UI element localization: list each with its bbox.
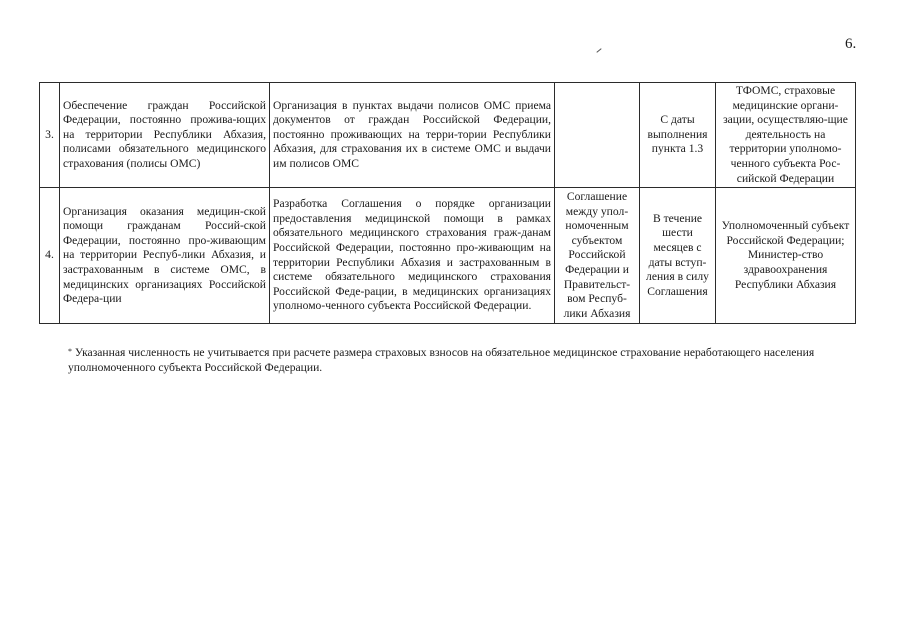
measures-table	[39, 82, 856, 324]
deadline-cell: В течение шести месяцев с даты вступ-ления в силу Соглашения	[640, 188, 716, 324]
table-row	[40, 83, 856, 188]
responsible-cell: Уполномоченный субъект Российской Федерации; Министер-ство здравоохранения Республики Абхазия	[716, 188, 856, 324]
measure-cell: Организация в пунктах выдачи полисов ОМС приема документов от граждан Российской Федерации, постоянно проживающих на терри-тории Республики Абхазия, для страхования их в системе ОМС и выдачи им полисов ОМС	[270, 83, 555, 188]
footnote	[68, 346, 858, 375]
document-cell: Соглашение между упол-номоченным субъектом Российской Федерации и Правительст-вом Респуб-лики Абхазия	[555, 188, 640, 324]
scan-speck	[596, 48, 601, 53]
page-number: 6.	[845, 36, 857, 52]
row-number: 4.	[40, 188, 60, 324]
task-cell: Организация оказания медицин-ской помощи гражданам Россий-ской Федерации, постоянно про-живающим на территории Респуб-лики Абхазия, и застрахованным в системе ОМС, в медицинских организациях Российской Федера-ции	[60, 188, 270, 324]
responsible-cell: ТФОМС, страховые медицинские органи-зации, осуществляю-щие деятельность на территории уполномо-ченного субъекта Рос-сийской Федерации	[716, 83, 856, 188]
measure-cell: Разработка Соглашения о порядке организации предоставления медицинской помощи в рамках обязательного медицинского страхования граж-данам Российской Федерации, постоянно про-живающим на территории Республики Абхазия и застрахованным в системе обязательного медицинского страхования Российской Феде-рации, в медицинских организациях уполномо-ченного субъекта Российской Федерации.	[270, 188, 555, 324]
table-row	[40, 188, 856, 324]
task-cell: Обеспечение граждан Российской Федерации, постоянно прожива-ющих на территории Республики Абхазия, полисами обязательного медицинского страхования (полисы ОМС)	[60, 83, 270, 188]
row-number: 3.	[40, 83, 60, 188]
footnote-marker: *	[68, 347, 72, 356]
footnote-text: Указанная численность не учитывается при расчете размера страховых взносов на обязательное медицинское страхование неработающего населения уполномоченного субъекта Российской Федерации.	[68, 346, 815, 374]
deadline-cell: С даты выполнения пункта 1.3	[640, 83, 716, 188]
document-cell	[555, 83, 640, 188]
